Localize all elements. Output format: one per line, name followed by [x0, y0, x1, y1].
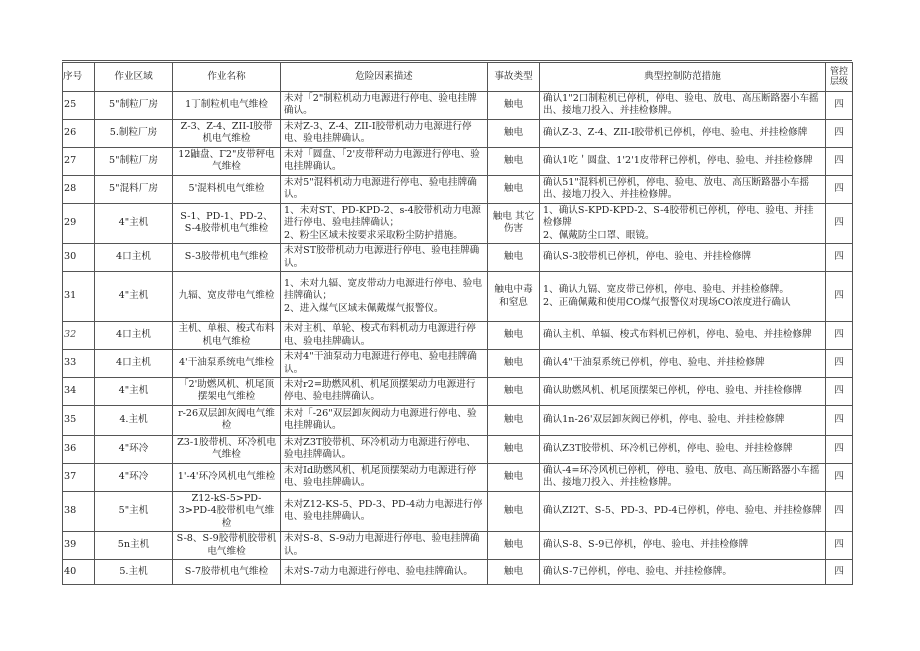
task-name: S-1、PD-1、PD-2、S-4胶带机电气维检 [173, 203, 281, 243]
work-area: 4口主机 [95, 322, 173, 350]
hazard-description: 未对Z-3、Z-4、ZII-I胶带机动力电源进行停电、验电挂牌确认。 [281, 119, 488, 147]
task-name: 1丁制粒机电气维检 [173, 92, 281, 120]
task-name: 主机、单根、梭式布料机电气维检 [173, 322, 281, 350]
control-level: 四 [826, 244, 853, 272]
control-measures: 确认Z3T胶带机、环冷机已停机，停电、验电、并挂检修牌 [540, 435, 826, 463]
table-row [63, 322, 853, 350]
row-number: 27 [63, 147, 95, 175]
control-measures: 确认1"2口制粒机已停机，停电、验电、放电、高压断路器小车摇出、接地刀投入、并挂检修牌。 [540, 92, 826, 120]
control-measures: 确认S-7已停机，停电、验电、并挂检修牌。 [540, 560, 826, 585]
table-row [63, 119, 853, 147]
task-name: Z3-1胶带机、环冷机电气维检 [173, 435, 281, 463]
header-hazard: 危险因素描述 [281, 63, 488, 92]
control-level: 四 [826, 377, 853, 405]
work-area: 4"环冷 [95, 463, 173, 491]
row-number: 39 [63, 532, 95, 560]
hazard-description: 未对「2"制粒机动力电源进行停电、验电挂牌确认。 [281, 92, 488, 120]
work-area: 5"制粒厂房 [95, 147, 173, 175]
control-measures: 确认1n-26'双层卸灰阀已停机，停电、验电、并挂检修牌 [540, 405, 826, 435]
task-name: S-7胶带机电气维检 [173, 560, 281, 585]
control-level: 四 [826, 532, 853, 560]
hazard-description: 1、未对九辐、宽皮带动力电源进行停电、验电挂牌确认； 2、进入煤气区域未佩戴煤气报警仪。 [281, 272, 488, 322]
accident-type: 触电 [488, 350, 540, 378]
control-level: 四 [826, 560, 853, 585]
hazard-description: 未对5"混料机动力电源进行停电、验电挂牌确认。 [281, 175, 488, 203]
control-level: 四 [826, 350, 853, 378]
table-row [63, 175, 853, 203]
control-measures: 确认S-8、S-9已停机，停电、验电、并挂检修牌 [540, 532, 826, 560]
control-level: 四 [826, 405, 853, 435]
control-level: 四 [826, 119, 853, 147]
work-area: 5"制粒厂房 [95, 92, 173, 120]
hazard-description: 未对「圆盘、「2'皮带秤动力电源进行停电、验电挂牌确认。 [281, 147, 488, 175]
control-measures: 确认ZI2T、S-5、PD-3、PD-4已停机，停电、验电、并挂检修牌 [540, 491, 826, 531]
row-number: 33 [63, 350, 95, 378]
control-measures: 确认Z-3、Z-4、ZII-I胶带机已停机，停电、验电、并挂检修牌 [540, 119, 826, 147]
work-area: 5.主机 [95, 560, 173, 585]
hazard-control-table [62, 62, 853, 585]
control-level: 四 [826, 463, 853, 491]
row-number: 40 [63, 560, 95, 585]
table-row [63, 203, 853, 243]
task-name: 「2'助燃风机、机尾顶摆架电气维检 [173, 377, 281, 405]
accident-type: 触电中毒和窒息 [488, 272, 540, 322]
task-name: S-8、S-9胶带机胶带机电气维检 [173, 532, 281, 560]
control-level: 四 [826, 92, 853, 120]
table-row [63, 350, 853, 378]
control-level: 四 [826, 322, 853, 350]
control-level: 四 [826, 272, 853, 322]
row-number: 34 [63, 377, 95, 405]
hazard-description: 未对Z3T胶带机、环冷机动力电源进行停电、验电挂牌确认。 [281, 435, 488, 463]
table-row [63, 244, 853, 272]
task-name: 12鼬盘、Γ2"皮带秤电气维检 [173, 147, 281, 175]
row-number: 36 [63, 435, 95, 463]
row-number: 25 [63, 92, 95, 120]
task-name: 5'混料机电气维检 [173, 175, 281, 203]
table-header-row [63, 63, 853, 92]
table-row [63, 435, 853, 463]
task-name: 4'干油泵系统电气维检 [173, 350, 281, 378]
row-number: 37 [63, 463, 95, 491]
task-name: r-26双层卸灰阀电气维检 [173, 405, 281, 435]
row-number: 32 [63, 322, 95, 350]
accident-type: 触电 [488, 491, 540, 531]
header-task: 作业名称 [173, 63, 281, 92]
hazard-description: 未对ST胶带机动力电源进行停电、验电挂牌确认。 [281, 244, 488, 272]
hazard-description: 未对S-8、S-9动力电源进行停电、验电挂牌确认。 [281, 532, 488, 560]
row-number: 38 [63, 491, 95, 531]
control-measures: 确认4"干油泵系统已停机，停电、验电、并挂检修牌 [540, 350, 826, 378]
control-measures: 确认S-3胶带机已停机，停电、验电、并挂检修牌 [540, 244, 826, 272]
work-area: 4.主机 [95, 405, 173, 435]
work-area: 5.制粒厂房 [95, 119, 173, 147]
work-area: 4"环冷 [95, 435, 173, 463]
control-level: 四 [826, 435, 853, 463]
header-no: 序号 [63, 63, 95, 92]
table-row [63, 491, 853, 531]
top-rule [62, 60, 852, 61]
work-area: 4口主机 [95, 350, 173, 378]
work-area: 5"主机 [95, 491, 173, 531]
row-number: 26 [63, 119, 95, 147]
accident-type: 触电 [488, 322, 540, 350]
task-name: 1'-4'环冷风机电气维检 [173, 463, 281, 491]
work-area: 4口主机 [95, 244, 173, 272]
hazard-description: 未对Id助燃风机、机尾顶摆架动力电源进行停电、验电挂牌确认。 [281, 463, 488, 491]
work-area: 4"主机 [95, 203, 173, 243]
accident-type: 触电 其它伤害 [488, 203, 540, 243]
control-level: 四 [826, 175, 853, 203]
control-level: 四 [826, 147, 853, 175]
control-measures: 1、确认九镉、宽皮带已停机，停电、验电、并挂检修牌。 2、正确佩戴和使用CO煤气报警仪对现场CO浓度进行确认 [540, 272, 826, 322]
table-row [63, 147, 853, 175]
control-level: 四 [826, 491, 853, 531]
hazard-description: 未对4"干油泵动力电源进行停电、验电挂牌确认。 [281, 350, 488, 378]
hazard-description: 未对主机、单轮、梭式布料机动力电源进行停电、验电挂牌确认。 [281, 322, 488, 350]
accident-type: 触电 [488, 463, 540, 491]
header-accident: 事故类型 [488, 63, 540, 92]
accident-type: 触电 [488, 92, 540, 120]
work-area: 4"主机 [95, 377, 173, 405]
accident-type: 触电 [488, 244, 540, 272]
hazard-description: 未对Z12-KS-5、PD-3、PD-4动力电源进行停电、验电挂牌确认。 [281, 491, 488, 531]
task-name: S-3胶带机电气维检 [173, 244, 281, 272]
accident-type: 触电 [488, 435, 540, 463]
work-area: 4"主机 [95, 272, 173, 322]
accident-type: 触电 [488, 532, 540, 560]
row-number: 35 [63, 405, 95, 435]
header-measures: 典型控制防范措施 [540, 63, 826, 92]
hazard-description: 未对r2=助燃风机、机尾顶摆架动力电源进行停电、验电挂牌确认。 [281, 377, 488, 405]
control-measures: 1、确认S-KPD-KPD-2、S-4胶带机已停机，停电、验电、并挂检修牌 2、佩戴防尘口罩、眼镜。 [540, 203, 826, 243]
accident-type: 触电 [488, 175, 540, 203]
table-row [63, 405, 853, 435]
hazard-description: 1、未对ST、PD-KPD-2、s-4胶带机动力电源进行停电、验电挂牌确认； 2、粉尘区域未按要求采取粉尘防护措施。 [281, 203, 488, 243]
control-measures: 确认主机、单辐、梭式布料机已停机，停电、验电、并挂检修牌 [540, 322, 826, 350]
task-name: 九辐、宽皮带电气维检 [173, 272, 281, 322]
row-number: 30 [63, 244, 95, 272]
task-name: Z12-kS-5>PD-3>PD-4胶带机电气维检 [173, 491, 281, 531]
hazard-description: 未对「-26"双层卸灰阀动力电源进行停电、验电挂牌确认。 [281, 405, 488, 435]
row-number: 29 [63, 203, 95, 243]
table-row [63, 532, 853, 560]
accident-type: 触电 [488, 377, 540, 405]
control-level: 四 [826, 203, 853, 243]
table-row [63, 272, 853, 322]
work-area: 5n主机 [95, 532, 173, 560]
row-number: 31 [63, 272, 95, 322]
accident-type: 触电 [488, 560, 540, 585]
row-number: 28 [63, 175, 95, 203]
work-area: 5"混料厂房 [95, 175, 173, 203]
control-measures: 确认-4=环冷风机已停机，停电、验电、放电、高压断路器小车摇出、接地刀投入、并挂检修牌。 [540, 463, 826, 491]
accident-type: 触电 [488, 147, 540, 175]
header-area: 作业区域 [95, 63, 173, 92]
accident-type: 触电 [488, 119, 540, 147]
task-name: Z-3、Z-4、ZII-I胶带机电气维检 [173, 119, 281, 147]
header-level: 管控层级 [826, 63, 853, 92]
hazard-description: 未对S-7动力电源进行停电、验电挂牌确认。 [281, 560, 488, 585]
control-measures: 确认51"混料机已停机，停电、验电、放电、高压断路器小车摇出、接地刀投入、并挂检修牌。 [540, 175, 826, 203]
table-row [63, 463, 853, 491]
table-row [63, 92, 853, 120]
table-row [63, 377, 853, 405]
accident-type: 触电 [488, 405, 540, 435]
table-row [63, 560, 853, 585]
control-measures: 确认1吃＇圆盘、1'2'1皮带秤已停机，停电、验电、并挂检修牌 [540, 147, 826, 175]
control-measures: 确认助燃风机、机尾顶摆架已停机，停电、验电、并挂检修牌 [540, 377, 826, 405]
